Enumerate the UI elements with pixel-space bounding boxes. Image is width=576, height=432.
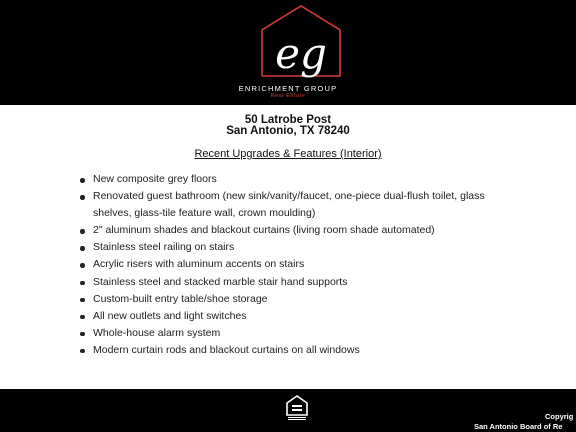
copyright-line-2: San Antonio Board of Re [474,422,563,431]
feature-item: All new outlets and light switches [78,308,518,325]
feature-item: Acrylic risers with aluminum accents on stairs [78,256,518,273]
feature-item: Custom-built entry table/shoe storage [78,291,518,308]
brand-name: ENRICHMENT GROUP [238,84,338,93]
feature-item: Modern curtain rods and blackout curtains on all windows [78,342,518,359]
address-line-1: 50 Latrobe Post [244,114,332,126]
feature-item: Stainless steel railing on stairs [78,239,518,256]
feature-item: Whole-house alarm system [78,325,518,342]
brand-subtitle: Real Estate [270,93,306,99]
feature-item: 2" aluminum shades and blackout curtains (living room shade automated) [78,222,518,239]
feature-item: Renovated guest bathroom (new sink/vanity/faucet, one-piece dual-flush toilet, glass shelves, glass-tile feature wall, crown moulding) [78,188,518,222]
equal-housing-opportunity-icon [286,395,308,421]
feature-item: Stainless steel and stacked marble stair hand supports [78,274,518,291]
address-line-2: San Antonio, TX 78240 [226,125,350,137]
header-banner [0,0,576,105]
feature-list [78,171,518,359]
section-title: Recent Upgrades & Features (Interior) [194,148,382,160]
document-body [0,105,576,389]
footer-banner [0,389,576,432]
logo-monogram: eg [275,29,327,78]
copyright-line-1: Copyrig [545,412,574,421]
feature-item: New composite grey floors [78,171,518,188]
